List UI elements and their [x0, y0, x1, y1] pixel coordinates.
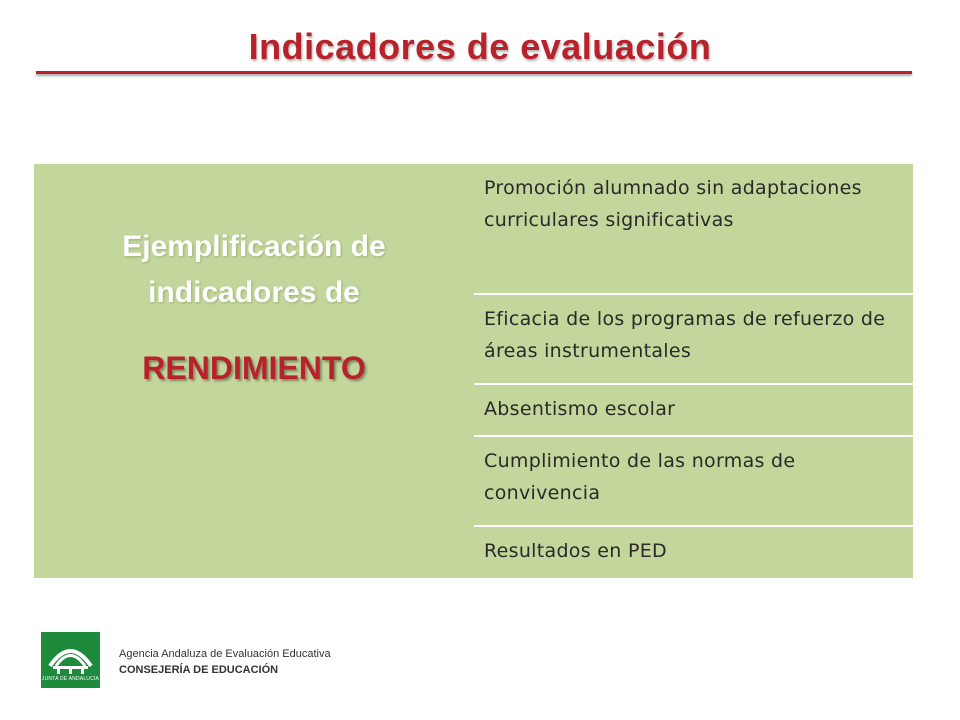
department-name: CONSEJERÍA DE EDUCACIÓN — [119, 664, 279, 676]
logo-caption: JUNTA DE ANDALUCIA — [41, 676, 100, 682]
indicator-item: Cumplimiento de las normas de convivencia — [474, 437, 913, 527]
title-underline — [36, 71, 912, 74]
indicator-item: Resultados en PED — [474, 527, 913, 578]
category-emphasis: RENDIMIENTO — [142, 350, 366, 386]
category-heading-line1: Ejemplificación de — [122, 230, 386, 263]
junta-andalucia-logo — [41, 632, 100, 688]
category-panel — [34, 164, 474, 578]
indicator-list — [474, 164, 913, 578]
indicator-item: Promoción alumnado sin adaptaciones curriculares significativas — [474, 164, 913, 295]
category-heading — [34, 224, 474, 316]
indicator-item: Absentismo escolar — [474, 385, 913, 437]
slide-title: Indicadores de evaluación — [248, 26, 712, 67]
category-heading-line2: indicadores de — [148, 276, 360, 309]
indicator-item: Eficacia de los programas de refuerzo de áreas instrumentales — [474, 295, 913, 385]
agency-name: Agencia Andaluza de Evaluación Educativa — [119, 648, 331, 660]
